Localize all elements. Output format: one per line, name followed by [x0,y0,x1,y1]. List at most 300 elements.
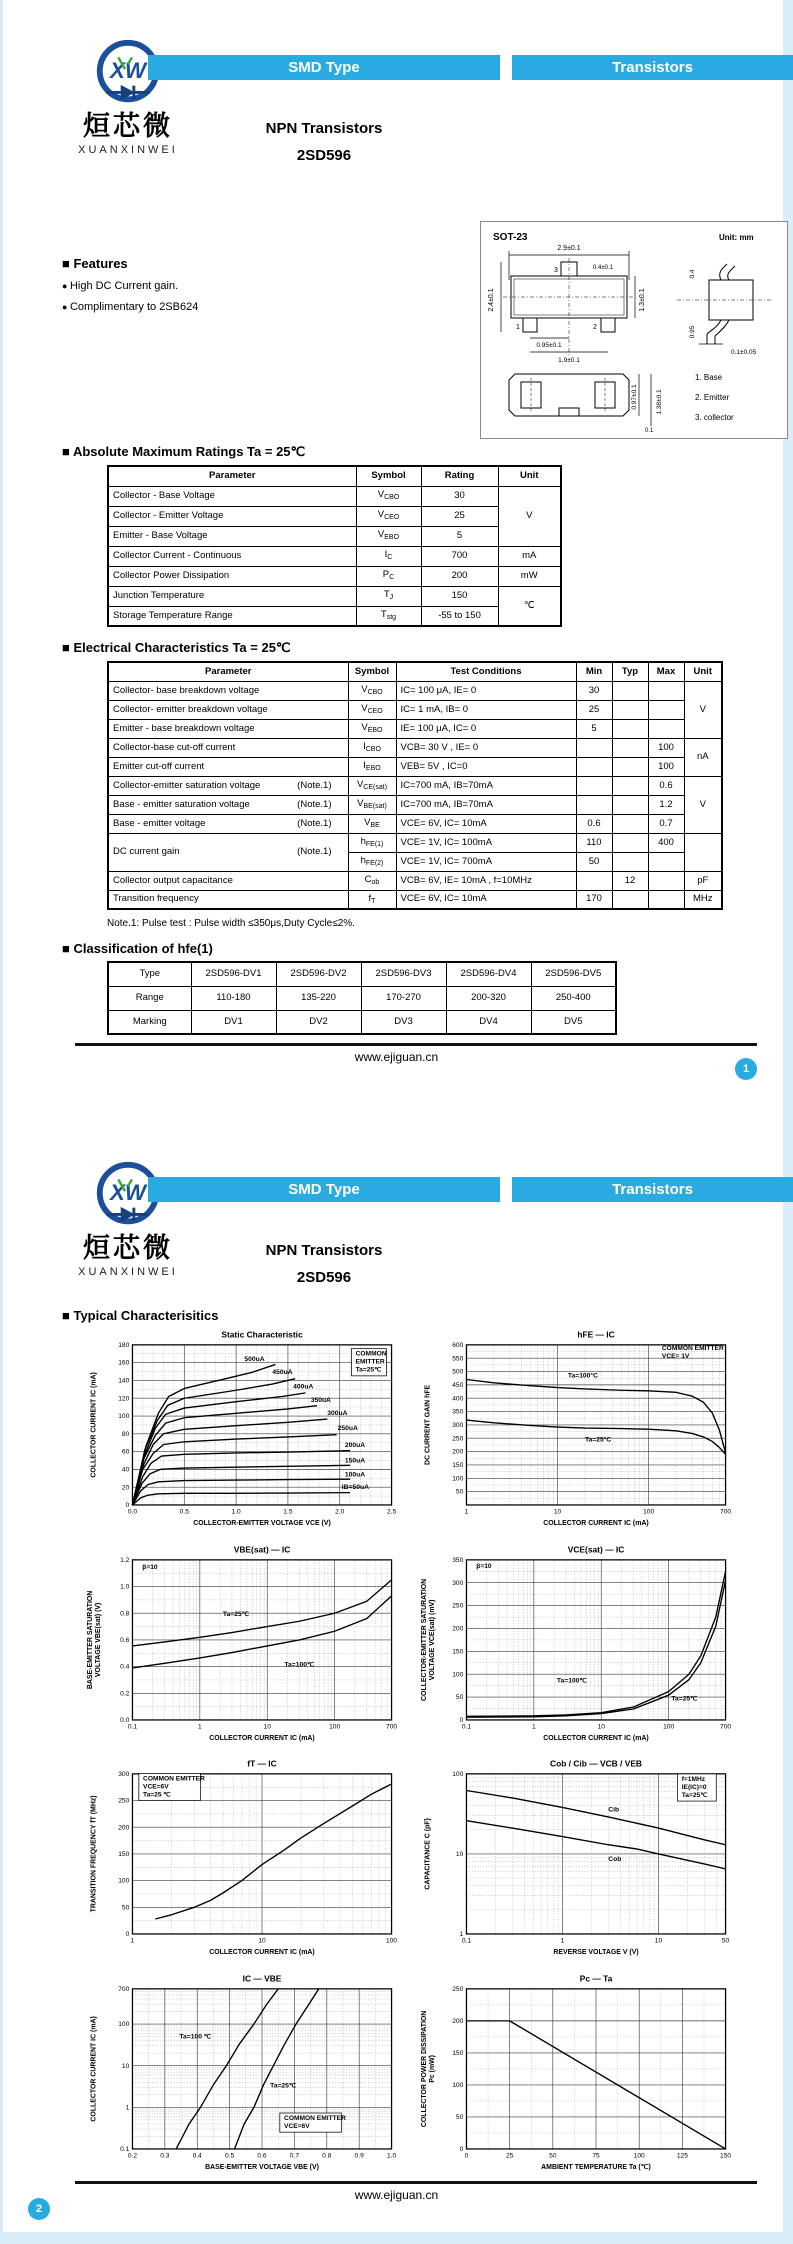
table-cell: 250-400 [531,986,616,1010]
table-cell: IC=700 mA, IB=70mA [396,795,576,814]
table-cell: 135-220 [276,986,361,1010]
svg-text:400: 400 [452,1395,464,1403]
table-cell: VCE= 1V, IC= 700mA [396,852,576,871]
svg-text:1: 1 [459,1931,464,1939]
chart-svg-cob-cib [418,1757,734,1968]
svg-text:VCE(sat) — IC: VCE(sat) — IC [567,1544,625,1555]
svg-text:CAPACITANCE C (pF): CAPACITANCE C (pF) [424,1818,432,1890]
table-cell: Collector- base breakdown voltage [108,681,348,700]
table-cell: DV1 [191,1010,276,1034]
svg-text:0.8: 0.8 [322,2152,332,2160]
table-cell: 25 [421,506,498,526]
svg-text:0.4: 0.4 [120,1663,130,1671]
table-cell [648,681,684,700]
svg-text:10: 10 [263,1723,271,1731]
svg-text:0: 0 [464,2152,469,2160]
dim-radius: 0.1 [645,428,654,434]
svg-text:IE(IC)=0: IE(IC)=0 [681,1784,707,1792]
table-cell [612,700,648,719]
product-family-title: NPN Transistors [265,1242,383,1259]
page-number-badge: 1 [735,1058,757,1080]
svg-text:f=1MHz: f=1MHz [681,1776,706,1784]
svg-text:0.2: 0.2 [120,1690,130,1698]
svg-text:75: 75 [592,2152,600,2160]
svg-text:TRANSITION FREQUENCY fT (M: TRANSITION FREQUENCY fT (MHz) [90,1795,98,1913]
abs-max-heading: ■ Absolute Maximum Ratings Ta = 25℃ [62,444,306,459]
svg-text:300: 300 [118,1771,130,1779]
table-row [108,586,561,606]
svg-text:Ta=100℃: Ta=100℃ [284,1661,315,1669]
table-row [108,1010,616,1034]
table-cell: VEB= 5V , IC=0 [396,757,576,776]
svg-text:0.1: 0.1 [461,1723,472,1731]
table-row [108,814,722,833]
table-cell: 30 [576,681,612,700]
table-cell: 0.7 [648,814,684,833]
svg-text:1: 1 [464,1508,469,1516]
svg-text:VCE=6V: VCE=6V [143,1783,169,1791]
svg-text:450: 450 [452,1381,464,1389]
svg-text:COMMON EMITTER: COMMON EMITTER [143,1775,205,1783]
table-cell: 2SD596-DV2 [276,962,361,986]
svg-text:EMITTER: EMITTER [355,1358,385,1366]
table-cell: mW [498,566,561,586]
table-cell: IC= 1 mA, IB= 0 [396,700,576,719]
table-cell: ℃ [498,586,561,626]
table-cell: V [498,486,561,546]
table-cell: $I_C$ [356,546,421,566]
table-cell: DV4 [446,1010,531,1034]
table-cell: 150 [421,586,498,606]
svg-text:450uA: 450uA [272,1369,293,1377]
table-cell: 5 [421,526,498,546]
table-cell: 30 [421,486,498,506]
page-number-badge: 2 [28,2198,50,2220]
table-row [108,466,561,486]
svg-text:100: 100 [452,2081,464,2089]
table-cell: 100 [648,738,684,757]
table-cell: $I_{EBO}$ [348,757,396,776]
chart-ic-vbe [84,1972,400,2183]
svg-text:150: 150 [118,1851,130,1859]
svg-text:100: 100 [118,2021,130,2029]
svg-text:COMMON EMITTER: COMMON EMITTER [661,1345,724,1353]
svg-text:100: 100 [386,1937,398,1945]
svg-text:100: 100 [643,1508,655,1516]
table-cell: $V_{EBO}$ [348,719,396,738]
table-cell: DV3 [361,1010,446,1034]
table-row [108,795,722,814]
table-cell: Emitter - Base Voltage [108,526,356,546]
table-cell: 170-270 [361,986,446,1010]
abs-max-table-host [107,465,562,627]
dim-height: 0.97±0.1 [631,384,638,410]
svg-text:25: 25 [505,2152,514,2160]
chart-static-characteristic [84,1328,400,1539]
footer-rule [75,2181,757,2184]
table-cell: Type [108,962,191,986]
table-cell: VCE= 1V, IC= 100mA [396,833,576,852]
product-family-title: NPN Transistors [265,120,383,137]
table-cell: $V_{CE(sat)}$ [348,776,396,795]
table-cell: Symbol [356,466,421,486]
table-cell: $T_J$ [356,586,421,606]
table-cell: Storage Temperature Range [108,606,356,626]
svg-text:140: 140 [118,1377,130,1385]
table-row [108,546,561,566]
table-cell: IE= 100 μA, IC= 0 [396,719,576,738]
table-cell: Collector Power Dissipation [108,566,356,586]
svg-text:160: 160 [118,1359,130,1367]
table-row [108,738,722,757]
logo-monogram: XW [109,57,147,83]
svg-text:100: 100 [452,1475,464,1483]
table-cell: Test Conditions [396,662,576,681]
svg-text:BASE-EMITTER VOLTAGE VBE (V: BASE-EMITTER VOLTAGE VBE (V) [205,2163,319,2171]
table-cell [648,852,684,871]
svg-text:1: 1 [125,2104,130,2112]
svg-text:2.0: 2.0 [335,1508,345,1516]
svg-text:200: 200 [452,2017,464,2025]
dim-body-height: 1.3±0.1 [639,288,646,312]
table-cell: $P_C$ [356,566,421,586]
svg-text:fT — IC: fT — IC [247,1758,277,1769]
svg-text:0: 0 [459,1716,464,1724]
svg-text:1: 1 [130,1937,135,1945]
table-cell: $V_{EBO}$ [356,526,421,546]
table-cell: 400 [648,833,684,852]
table-cell [612,833,648,852]
svg-text:Ta=25℃: Ta=25℃ [681,1792,708,1800]
classification-table [107,961,617,1035]
svg-text:BASE-EMITTER SATURATION: BASE-EMITTER SATURATION [86,1590,94,1689]
table-row [108,719,722,738]
table-row [108,757,722,776]
dim-pin-span: 1.9±0.1 [558,357,580,364]
svg-text:150: 150 [452,1648,464,1656]
table-cell [576,871,612,890]
svg-text:10: 10 [553,1508,562,1516]
svg-text:50: 50 [121,1904,130,1912]
svg-text:Ta=100 ℃: Ta=100 ℃ [179,2033,212,2041]
svg-text:250: 250 [452,1985,464,1993]
table-cell: Emitter - base breakdown voltage [108,719,348,738]
dim-thickness: 0.1±0.05 [731,349,757,356]
svg-text:100: 100 [663,1723,675,1731]
svg-text:COLLECTOR CURRENT IC (mA): COLLECTOR CURRENT IC (mA) [209,1734,315,1742]
table-cell: DC current gain (Note.1) [108,833,348,871]
dim-lead-bottom: 0.95 [689,325,696,339]
svg-text:80: 80 [121,1430,130,1438]
header-bar-transistors: Transistors [512,1177,793,1202]
table-cell: 2SD596-DV1 [191,962,276,986]
table-cell: 110 [576,833,612,852]
abs-max-table [107,465,562,627]
table-cell: 2SD596-DV5 [531,962,616,986]
pin-legend-collector: 3. collector [695,413,734,422]
table-cell: DV2 [276,1010,361,1034]
elec-table [107,661,723,910]
table-cell [612,776,648,795]
svg-text:1.2: 1.2 [120,1556,130,1564]
pin1-number: 1 [516,324,520,331]
svg-text:250: 250 [118,1797,130,1805]
svg-text:100: 100 [118,1413,130,1421]
svg-text:100: 100 [118,1878,130,1886]
elec-note: Note.1: Pulse test : Pulse width ≤350μs,Duty Cycle≤2%. [107,918,355,929]
svg-text:700: 700 [720,1508,732,1516]
svg-text:Ta=25 ℃: Ta=25 ℃ [143,1791,171,1799]
table-row [108,526,561,546]
table-cell: $V_{CEO}$ [356,506,421,526]
svg-text:0: 0 [125,1502,130,1510]
features-heading: ■ Features [62,256,128,271]
chart-cob-cib [418,1757,734,1968]
table-cell: Unit [684,662,722,681]
footer-url[interactable]: www.ejiguan.cn [354,2188,439,2202]
table-cell: $T_{stg}$ [356,606,421,626]
svg-text:150: 150 [720,2152,732,2160]
svg-text:0.1: 0.1 [127,1723,138,1731]
table-cell: V [684,681,722,738]
table-cell: Base - emitter voltage (Note.1) [108,814,348,833]
svg-text:VOLTAGE VCE(sat) (mV): VOLTAGE VCE(sat) (mV) [428,1599,436,1680]
table-cell: Min [576,662,612,681]
svg-text:VOLTAGE VBE(sat) (V): VOLTAGE VBE(sat) (V) [94,1602,102,1677]
table-cell: Collector output capacitance [108,871,348,890]
table-cell: VCE= 6V, IC= 10mA [396,890,576,909]
chart-svg-vcesat-ic [418,1543,734,1754]
company-logo [58,34,198,156]
svg-text:120: 120 [118,1395,130,1403]
svg-text:0.1: 0.1 [461,1937,472,1945]
table-cell: 1.2 [648,795,684,814]
table-cell: 5 [576,719,612,738]
svg-text:0.6: 0.6 [257,2152,267,2160]
table-cell: 200-320 [446,986,531,1010]
chart-vbesat-ic [84,1543,400,1754]
table-row [108,486,561,506]
svg-text:550: 550 [452,1355,464,1363]
svg-text:100: 100 [452,1670,464,1678]
table-cell: IC= 100 μA, IE= 0 [396,681,576,700]
svg-text:300: 300 [452,1579,464,1587]
svg-text:Ta=25℃: Ta=25℃ [270,2082,297,2090]
svg-text:COMMON: COMMON [355,1350,387,1358]
chart-vcesat-ic [418,1543,734,1754]
table-cell [648,890,684,909]
svg-text:10: 10 [121,2062,130,2070]
table-cell: Collector Current - Continuous [108,546,356,566]
feature-item: ● High DC Current gain. [62,280,198,292]
svg-text:0.5: 0.5 [225,2152,235,2160]
table-cell [684,833,722,871]
characteristic-charts-grid [84,1328,734,2183]
svg-text:Ta=25℃: Ta=25℃ [222,1610,250,1618]
pin-legend-emitter: 2. Emitter [695,393,730,402]
table-cell: VCB= 30 V , IE= 0 [396,738,576,757]
table-cell: Transition frequency [108,890,348,909]
table-cell: 0.6 [576,814,612,833]
svg-text:50: 50 [455,1693,464,1701]
svg-text:0.7: 0.7 [289,2152,300,2160]
table-cell: $C_{ob}$ [348,871,396,890]
svg-text:2.5: 2.5 [386,1508,397,1516]
part-number-title: 2SD596 [296,1269,352,1286]
svg-text:1.0: 1.0 [386,2152,397,2160]
svg-text:0.6: 0.6 [120,1636,130,1644]
table-cell: $V_{CEO}$ [348,700,396,719]
svg-text:1: 1 [560,1937,565,1945]
svg-text:VCE= 1V: VCE= 1V [661,1353,690,1361]
svg-text:20: 20 [121,1484,130,1492]
table-cell: mA [498,546,561,566]
svg-text:150: 150 [452,1462,464,1470]
svg-text:100: 100 [452,1771,464,1779]
svg-text:0.3: 0.3 [160,2152,170,2160]
svg-text:500: 500 [452,1368,464,1376]
svg-text:Pc (mW): Pc (mW) [428,2054,436,2083]
svg-text:10: 10 [597,1723,605,1731]
svg-text:Ta=25℃: Ta=25℃ [671,1695,698,1703]
svg-text:REVERSE VOLTAGE V (V): REVERSE VOLTAGE V (V) [553,1949,639,1957]
table-row [108,506,561,526]
svg-text:250: 250 [452,1602,464,1610]
svg-text:0.8: 0.8 [120,1609,130,1617]
table-row [108,986,616,1010]
svg-text:COLLECTOR CURRENT IC (mA): COLLECTOR CURRENT IC (mA) [543,1734,649,1742]
svg-text:10: 10 [455,1851,464,1859]
classification-heading: ■ Classification of hfe(1) [62,941,213,956]
pin3-number: 3 [554,267,558,274]
svg-text:50: 50 [455,2114,464,2122]
elec-table-host [107,661,723,910]
svg-text:Cob / Cib — VCB / VEB: Cob / Cib — VCB / VEB [550,1758,643,1769]
company-name-cn: 烜芯微 [83,111,173,141]
svg-text:200uA: 200uA [344,1442,366,1450]
chart-svg-static-characteristic [84,1328,400,1539]
table-cell: $V_{BE(sat)}$ [348,795,396,814]
svg-text:COLLECTOR CURRENT IC (mA): COLLECTOR CURRENT IC (mA) [90,2016,98,2122]
header-bar-transistors: Transistors [512,55,793,80]
svg-text:Static Characteristic: Static Characteristic [221,1329,303,1340]
company-logo [58,1156,198,1278]
svg-text:1.0: 1.0 [120,1583,130,1591]
table-cell: 50 [576,852,612,871]
table-cell [612,890,648,909]
table-cell [576,738,612,757]
footer-rule [75,1043,757,1046]
table-cell [648,719,684,738]
svg-text:250uA: 250uA [337,1425,358,1433]
table-cell: Rating [421,466,498,486]
svg-text:0.4: 0.4 [192,2152,202,2160]
pin2-number: 2 [593,324,597,331]
svg-text:150uA: 150uA [344,1457,366,1465]
svg-text:Cib: Cib [608,1806,620,1814]
table-cell: Symbol [348,662,396,681]
table-cell: 2SD596-DV4 [446,962,531,986]
table-cell: $h_{FE(1)}$ [348,833,396,852]
table-cell: $I_{CBO}$ [348,738,396,757]
table-cell: 2SD596-DV3 [361,962,446,986]
table-cell: $V_{CBO}$ [356,486,421,506]
table-cell: Collector-base cut-off current [108,738,348,757]
svg-text:Ta=25°C: Ta=25°C [584,1436,612,1444]
table-cell: Collector - Base Voltage [108,486,356,506]
table-cell: 110-180 [191,986,276,1010]
table-row [108,962,616,986]
table-cell [648,871,684,890]
table-cell [612,719,648,738]
table-cell: Junction Temperature [108,586,356,606]
table-cell: DV5 [531,1010,616,1034]
svg-text:350uA: 350uA [310,1396,331,1404]
svg-text:0: 0 [459,2146,464,2154]
table-cell: 200 [421,566,498,586]
elec-heading: ■ Electrical Characteristics Ta = 25℃ [62,640,291,655]
typical-characteristics-heading: ■ Typical Characterisitics [62,1308,219,1323]
svg-text:VBE(sat) — IC: VBE(sat) — IC [233,1544,291,1555]
svg-text:Ta=100°C: Ta=100°C [567,1372,599,1380]
svg-text:60: 60 [121,1448,130,1456]
table-cell: $V_{CBO}$ [348,681,396,700]
table-cell [576,795,612,814]
chart-svg-pc-ta [418,1972,734,2183]
chart-svg-ic-vbe [84,1972,400,2183]
table-cell: -55 to 150 [421,606,498,626]
table-cell: Collector-emitter saturation voltage (Note.1) [108,776,348,795]
table-cell: Typ [612,662,648,681]
chart-pc-ta [418,1972,734,2183]
table-cell: VCE= 6V, IC= 10mA [396,814,576,833]
table-cell: $V_{BE}$ [348,814,396,833]
svg-text:1: 1 [198,1723,202,1731]
logo-monogram: XW [109,1179,147,1205]
header-bar-smd-type: SMD Type [148,55,500,80]
chart-ft-ic [84,1757,400,1968]
svg-text:COLLECTOR-EMITTER VOLTAGE VC: COLLECTOR-EMITTER VOLTAGE VCE (V) [193,1519,331,1527]
svg-text:0.0: 0.0 [127,1508,138,1516]
table-cell [612,738,648,757]
company-name-cn: 烜芯微 [83,1233,173,1263]
table-cell [576,776,612,795]
table-cell: IC=700 mA, IB=70mA [396,776,576,795]
table-cell: MHz [684,890,722,909]
table-cell: 25 [576,700,612,719]
svg-text:50: 50 [549,2152,557,2160]
svg-text:0.0: 0.0 [120,1716,130,1724]
table-cell: 100 [648,757,684,776]
svg-text:50: 50 [455,1488,464,1496]
table-cell: Collector - Emitter Voltage [108,506,356,526]
svg-text:300: 300 [452,1422,464,1430]
table-cell: Max [648,662,684,681]
svg-text:500uA: 500uA [244,1355,265,1363]
table-cell: VCB= 6V, IE= 10mA , f=10MHz [396,871,576,890]
svg-text:350: 350 [452,1556,464,1564]
svg-text:0.9: 0.9 [354,2152,364,2160]
table-cell: Range [108,986,191,1010]
svg-text:COMMON EMITTER: COMMON EMITTER [284,2114,346,2122]
table-cell: Parameter [108,466,356,486]
svg-text:180: 180 [118,1341,130,1349]
chart-svg-ft-ic [84,1757,400,1968]
svg-text:100uA: 100uA [344,1471,366,1479]
footer-url[interactable]: www.ejiguan.cn [354,1050,439,1064]
table-cell: Parameter [108,662,348,681]
svg-text:Ta=25℃: Ta=25℃ [355,1366,382,1374]
